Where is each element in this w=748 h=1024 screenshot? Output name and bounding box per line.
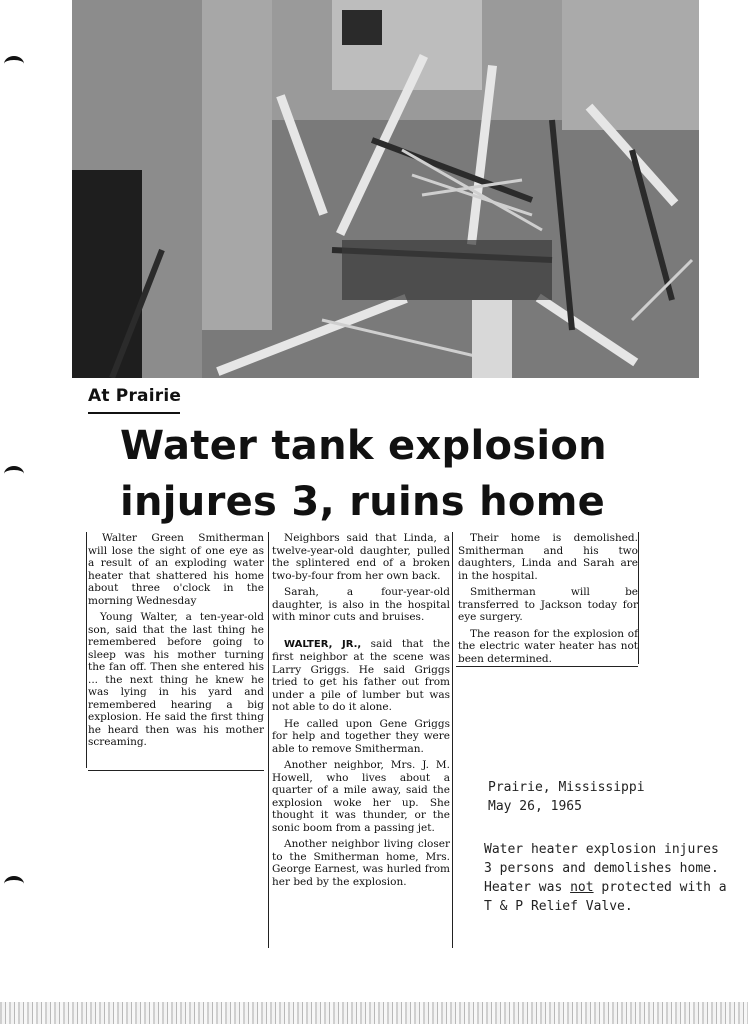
kicker-underline: [88, 412, 180, 414]
note-date: May 26, 1965: [488, 799, 582, 814]
debris-photo-drawing: [72, 0, 699, 378]
paragraph-lead-caps: WALTER, JR.,: [284, 638, 362, 650]
article-paragraph: Their home is demolished. Smitherman and his two daughters, Linda and Sarah are in the hospital.: [458, 532, 638, 582]
debris-photo: [72, 0, 699, 378]
article-paragraph: Sarah, a four-year-old daughter, is also in the hospital with minor cuts and bruises.: [272, 586, 450, 623]
paragraph-rest: said that the first neighbor at the scene was Larry Griggs. He said Griggs tried to get his father out from under a pile of lumber but was not able to do it alone.: [272, 637, 450, 713]
column-rule: [268, 532, 269, 948]
typed-annotation: [488, 778, 645, 816]
article-paragraph: Walter Green Smitherman will lose the sight of one eye as a result of an exploding water heater that shattered his home about three o'clock in the morning Wednesday: [88, 532, 264, 607]
article-column-2: [272, 532, 450, 892]
column-end-rule: [88, 770, 264, 771]
binder-punch-mark: [4, 466, 24, 482]
column-rule: [638, 532, 639, 664]
note-line: Water heater explosion injures: [484, 842, 719, 857]
article-paragraph: The reason for the explosion of the electric water heater has not been determined.: [458, 627, 638, 665]
binder-punch-mark: [4, 56, 24, 72]
note-text: protected with a: [593, 880, 727, 895]
note-line: 3 persons and demolishes home.: [484, 861, 719, 876]
headline-line: Water tank explosion: [120, 423, 607, 469]
article-column-3: [458, 532, 638, 669]
headline-line: injures 3, ruins home: [120, 479, 606, 525]
subsection-gap: [272, 628, 450, 638]
article-paragraph: Smitherman will be transferred to Jackson today for eye surgery.: [458, 586, 638, 623]
scan-edge-noise: [0, 1002, 748, 1024]
article-paragraph: Young Walter, a ten-year-old son, said that the last thing he remembered before going to sleep was his mother turning the fan off. Then she entered his ... the next thing he knew he was lying in his yard and remembered hearing a big explosion. He said the first thing he heard then was his mother screaming.: [88, 611, 264, 748]
binder-punch-mark: [4, 876, 24, 892]
column-end-rule: [456, 666, 638, 667]
article-paragraph: Another neighbor, Mrs. J. M. Howell, who lives about a quarter of a mile away, said the explosion woke her up. She thought it was thunder, or the sonic boom from a passing jet.: [272, 759, 450, 834]
article-paragraph: Another neighbor living closer to the Smitherman home, Mrs. George Earnest, was hurled from her bed by the explosion.: [272, 838, 450, 888]
article-paragraph: Neighbors said that Linda, a twelve-year-old daughter, pulled the splintered end of a broken two-by-four from her own back.: [272, 532, 450, 582]
note-underlined-text: not: [570, 880, 594, 895]
section-kicker: At Prairie: [88, 386, 182, 406]
note-line: T & P Relief Valve.: [484, 899, 633, 914]
column-rule: [452, 532, 453, 948]
typed-annotation-summary: [484, 840, 727, 916]
article-paragraph: He called upon Gene Griggs for help and together they were able to remove Smitherman.: [272, 717, 450, 755]
note-place: Prairie, Mississippi: [488, 780, 645, 795]
note-line: [484, 878, 727, 897]
article-headline: [120, 418, 680, 530]
note-text: Heater was: [484, 880, 571, 895]
article-paragraph: [272, 638, 450, 714]
column-rule: [86, 532, 87, 768]
article-column-1: [88, 532, 264, 753]
